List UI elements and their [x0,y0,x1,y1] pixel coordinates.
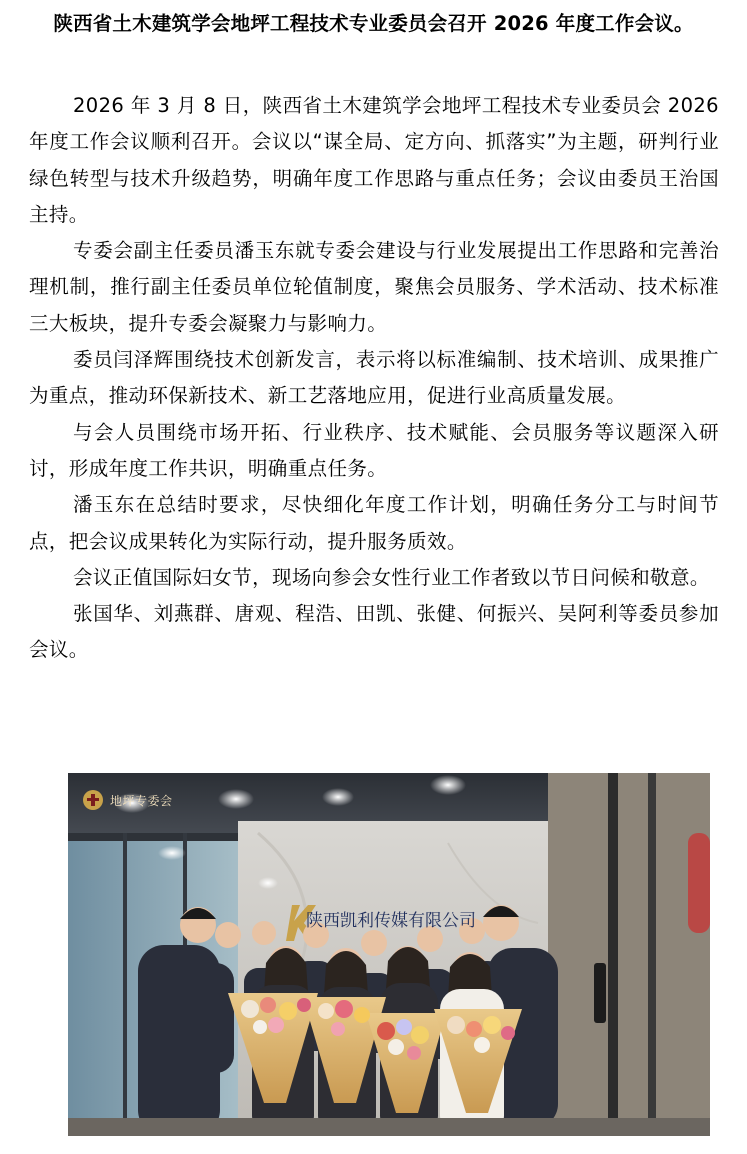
article-body [29,88,719,669]
article-paragraph: 专委会副主任委员潘玉东就专委会建设与行业发展提出工作思路和完善治理机制，推行副主任委员单位轮值制度，聚焦会员服务、学术活动、技术标准三大板块，提升专委会凝聚力与影响力。 [29,239,719,335]
article-paragraph: 潘玉东在总结时要求，尽快细化年度工作计划，明确任务分工与时间节点，把会议成果转化为实际行动，提升服务质效。 [29,493,719,553]
article-paragraph: 张国华、刘燕群、唐观、程浩、田凯、张健、何振兴、吴阿利等委员参加会议。 [29,602,719,662]
emblem-icon [82,789,104,811]
article-paragraph: 委员闫泽辉围绕技术创新发言，表示将以标准编制、技术培训、成果推广为重点，推动环保新技术、新工艺落地应用，促进行业高质量发展。 [29,348,719,408]
photo-watermark [82,789,173,811]
article-paragraph: 与会人员围绕市场开拓、行业秩序、技术赋能、会员服务等议题深入研讨，形成年度工作共识，明确重点任务。 [29,420,719,480]
article-paragraph: 会议正值国际妇女节，现场向参会女性行业工作者致以节日问候和敬意。 [73,565,710,589]
group-photo-illustration [68,773,710,1136]
company-sign: 陕西凯利传媒有限公司 [306,911,476,931]
article-paragraph: 2026 年 3 月 8 日，陕西省土木建筑学会地坪工程技术专业委员会 2026 年度工作会议顺利召开。会议以“谋全局、定方向、抓落实”为主题，研判行业绿色转型与技术升级趋势，明确年度工作思路与重点任务；会议由委员王治国主持。 [29,94,719,226]
meeting-group-photo [68,773,710,1136]
watermark-label: 地坪专委会 [110,793,173,808]
article-title: 陕西省土木建筑学会地坪工程技术专业委员会召开 2026 年度工作会议。 [53,12,694,35]
